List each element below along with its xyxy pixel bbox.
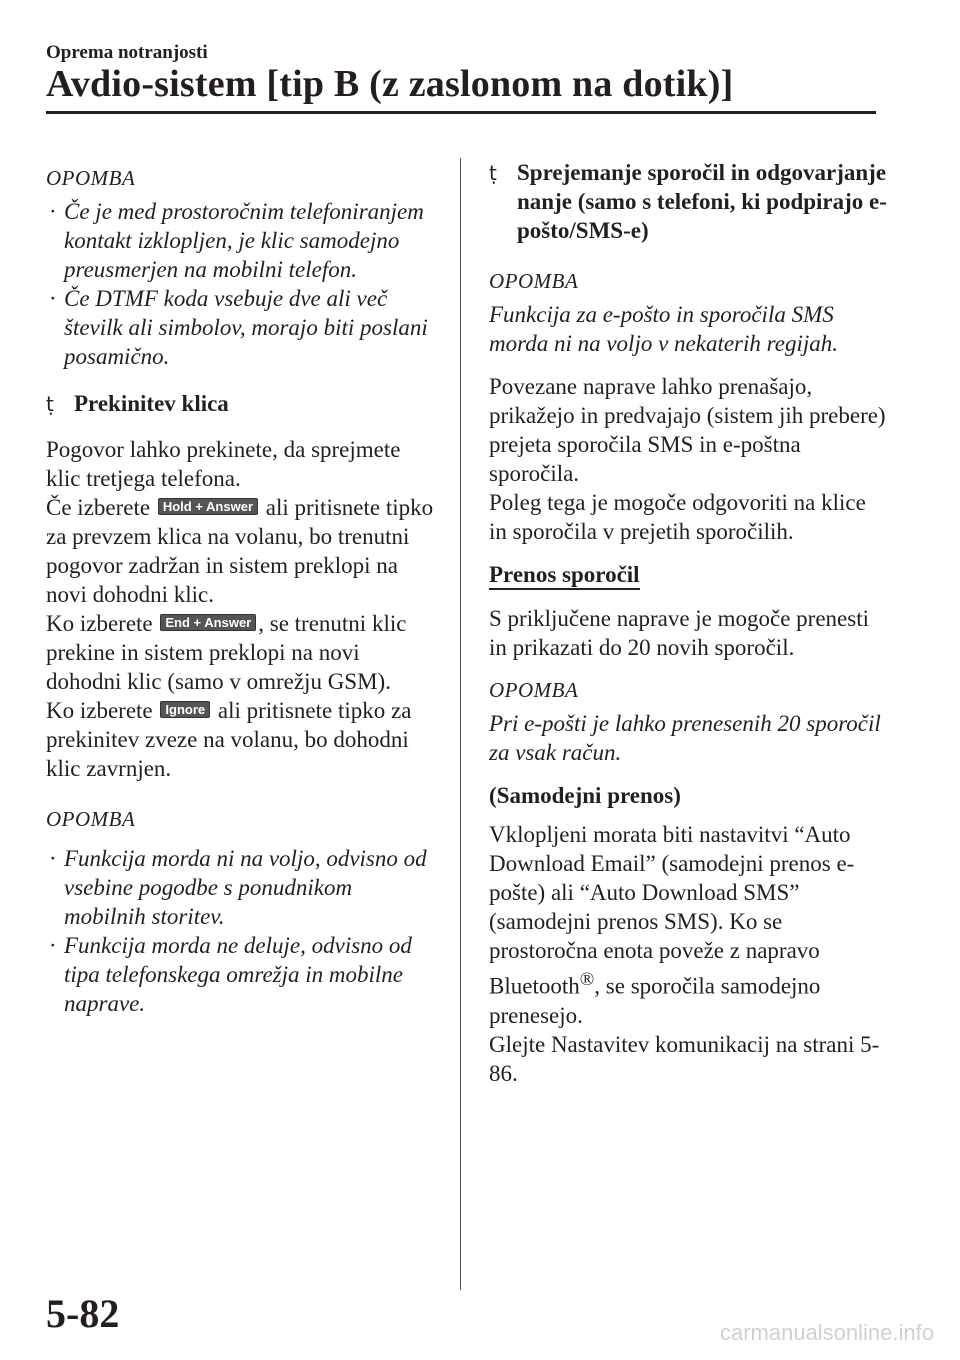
note-item: · Funkcija morda ne deluje, odvisno od tipa telefonskega omrežja in mobilne naprave.	[49, 933, 412, 1016]
section-marker-icon: ṭ	[46, 392, 54, 416]
paragraph	[489, 820, 889, 1088]
note-item-text: Funkcija morda ni na voljo, odvisno od vsebine pogodbe s ponudnikom mobilnih storitev.	[64, 846, 427, 929]
section-heading	[489, 158, 889, 245]
paragraph: S priključene naprave je mogoče prenesti in prikazati do 20 novih sporočil.	[489, 606, 869, 660]
note-text: Funkcija za e-pošto in sporočila SMS morda ni na voljo v nekaterih regijah.	[489, 302, 838, 356]
text-run: ali pritisnete tipko za prevzem klica na volanu, bo trenutni pogovor zadržan in sistem preklopi na novi dohodni klic.	[46, 495, 434, 607]
section-heading	[46, 389, 438, 419]
text-run: ali pritisnete tipko za prekinitev zveze na volanu, bo dohodni klic zavrnjen.	[46, 698, 412, 781]
note-item-text: Če je med prostoročnim telefoniranjem kontakt izklopljen, je klic samodejno preusmerjen na mobilni telefon.	[64, 199, 424, 282]
watermark: carmanualsonline.info	[719, 1320, 934, 1345]
paragraph-line	[46, 609, 438, 696]
text-run: Če izberete	[46, 495, 156, 520]
note-item-text: Če DTMF koda vsebuje dve ali več številk ali simbolov, morajo biti poslani posamično.	[64, 286, 428, 369]
column-divider	[460, 158, 461, 1290]
note-label: OPOMBA	[489, 269, 579, 293]
paragraph-line: Povezane naprave lahko prenašajo, prikažejo in predvajajo (sistem jih prebere) prejeta sporočila SMS in e-poštna sporočila.	[489, 374, 886, 486]
text-run: Vklopljeni morata biti nastavitvi “Auto Download Email” (samodejni prenos e-pošte) ali “Auto Download SMS” (samodejni prenos SMS). Ko se prostoročna enota poveže z napravo Bluetooth	[489, 822, 855, 999]
paragraph-line	[46, 493, 438, 609]
hold-answer-button-glyph: Hold + Answer	[158, 498, 258, 515]
ignore-button-glyph: Ignore	[160, 701, 210, 718]
note-item: · Funkcija morda ni na voljo, odvisno od vsebine pogodbe s ponudnikom mobilnih storitev.	[49, 846, 427, 929]
paragraph	[46, 435, 438, 783]
section-heading-text: Prekinitev klica	[74, 391, 229, 416]
paragraph-line	[46, 696, 438, 783]
note-text: Pri e-pošti je lahko prenesenih 20 sporočil za vsak račun.	[489, 711, 881, 765]
right-column	[489, 158, 889, 1102]
paragraph-line: Glejte Nastavitev komunikacij na strani 5-86.	[489, 1031, 880, 1086]
end-answer-button-glyph: End + Answer	[160, 614, 256, 631]
text-run: , se sporočila samodejno prenesejo.	[489, 973, 821, 1028]
section-marker-icon: ṭ	[489, 161, 497, 185]
note-label: OPOMBA	[46, 166, 136, 190]
note-list	[46, 197, 438, 371]
subheading: Prenos sporočil	[489, 562, 640, 590]
text-run: , se trenutni klic prekine in sistem preklopi na novi dohodni klic (samo v omrežju GSM).	[46, 611, 407, 694]
note-item-text: Funkcija morda ne deluje, odvisno od tipa telefonskega omrežja in mobilne naprave.	[64, 933, 412, 1016]
note-label: OPOMBA	[46, 807, 136, 831]
section-label: Oprema notranjosti	[46, 42, 208, 63]
note-item: · Če je med prostoročnim telefoniranjem kontakt izklopljen, je klic samodejno preusmerjen na mobilni telefon.	[49, 199, 424, 282]
paragraph-line: Pogovor lahko prekinete, da sprejmete klic tretjega telefona.	[46, 437, 401, 491]
page-title: Avdio-sistem [tip B (z zaslonom na dotik)]	[46, 63, 734, 105]
section-heading-text: Sprejemanje sporočil in odgovarjanje nanje (samo s telefoni, ki podpirajo e-pošto/SMS-e)	[517, 160, 887, 243]
registered-mark: ®	[579, 969, 595, 990]
note-label: OPOMBA	[489, 678, 579, 702]
text-run: Ko izberete	[46, 611, 159, 636]
note-list	[46, 844, 438, 1018]
page-number: 5-82	[46, 1291, 120, 1336]
paragraph-line	[489, 820, 889, 1030]
subheading: (Samodejni prenos)	[489, 783, 681, 808]
left-column	[46, 158, 438, 1036]
paragraph-line: Poleg tega je mogoče odgovoriti na klice in sporočila v prejetih sporočilih.	[489, 490, 866, 544]
paragraph	[489, 372, 889, 546]
text-run: Ko izberete	[46, 698, 159, 723]
title-rule	[46, 111, 876, 114]
note-item: · Če DTMF koda vsebuje dve ali več številk ali simbolov, morajo biti poslani posamično.	[49, 286, 428, 369]
